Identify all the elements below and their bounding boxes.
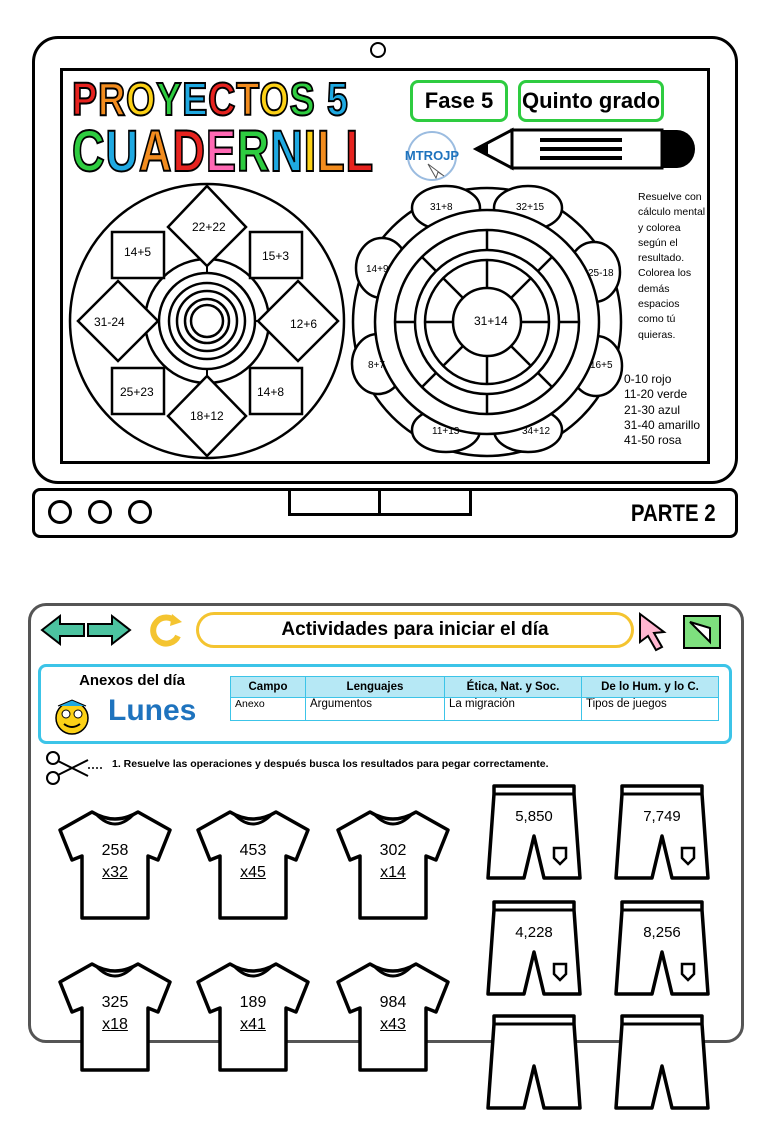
expand-arrow-icon[interactable] xyxy=(680,612,724,652)
circle-icon xyxy=(88,500,112,524)
circle-icon xyxy=(48,500,72,524)
right-mandala-label: 16+5 xyxy=(590,360,613,371)
shirt-operation xyxy=(213,992,293,1036)
camera-icon xyxy=(370,42,386,58)
emoji-icon xyxy=(52,698,94,736)
multiplier: x43 xyxy=(380,1016,406,1033)
worksheet-title: Actividades para iniciar el día xyxy=(196,612,634,648)
circle-icon xyxy=(128,500,152,524)
cover-title-line1: PROYECTOS 5 xyxy=(72,73,349,125)
shirt-card xyxy=(190,806,316,922)
left-mandala-label: 31-24 xyxy=(94,315,125,329)
operand: 453 xyxy=(239,842,267,859)
phase-pill: Fase 5 xyxy=(410,80,508,122)
table-header: De lo Hum. y lo C. xyxy=(582,677,719,698)
shirt-card xyxy=(330,958,456,1074)
legend-item: 0-10 rojo xyxy=(624,372,672,386)
shirt-card xyxy=(190,958,316,1074)
shorts-card xyxy=(612,782,712,886)
left-mandala-label: 22+22 xyxy=(192,220,226,234)
shorts-card xyxy=(484,898,584,1002)
cover-title-line2: CUADERNILL xyxy=(72,119,374,184)
shorts-result: 5,850 xyxy=(515,808,553,825)
shirt-card xyxy=(330,806,456,922)
operand: 325 xyxy=(101,994,129,1011)
left-mandala-label: 14+8 xyxy=(257,385,285,399)
operand: 984 xyxy=(379,994,407,1011)
right-mandala-label: 34+12 xyxy=(522,426,551,437)
grade-pill: Quinto grado xyxy=(518,80,664,122)
operand: 302 xyxy=(379,842,407,859)
left-mandala-label: 12+6 xyxy=(290,317,318,331)
part-label: PARTE 2 xyxy=(631,500,716,527)
trackpad-divider xyxy=(378,490,381,516)
right-mandala-label: 31+14 xyxy=(474,314,508,328)
pencil-icon xyxy=(472,124,696,174)
operand: 258 xyxy=(101,842,129,859)
left-mandala-label: 14+5 xyxy=(124,245,152,259)
right-mandala-label: 11+13 xyxy=(432,426,460,437)
right-mandala-label: 8+7 xyxy=(368,360,385,371)
right-mandala-label: 25-18 xyxy=(588,268,614,279)
multiplier: x14 xyxy=(380,864,406,881)
svg-text:MTROJP: MTROJP xyxy=(404,148,460,163)
coloring-instructions: Resuelve con cálculo mental y colorea según el resultado. Colorea los demás espacios como tú quieras. xyxy=(638,191,706,341)
logo xyxy=(398,130,466,182)
shirt-operation xyxy=(75,840,155,884)
legend-item: 41-50 rosa xyxy=(624,433,682,448)
scissors-icon xyxy=(44,748,104,788)
left-mandala-label: 18+12 xyxy=(190,409,224,423)
shirt-card xyxy=(52,958,178,1074)
multiplier: x41 xyxy=(240,1016,266,1033)
right-mandala-label: 31+8 xyxy=(430,202,453,213)
shorts-icon xyxy=(612,1012,712,1116)
back-forward-arrows-icon[interactable] xyxy=(40,612,132,648)
legend-item: 31-40 amarillo xyxy=(624,417,701,432)
annex-table xyxy=(230,676,719,721)
operand: 189 xyxy=(239,994,267,1011)
multiplier: x45 xyxy=(240,864,266,881)
shorts-card xyxy=(612,1012,712,1116)
shorts-icon xyxy=(484,1012,584,1116)
shorts-icon xyxy=(612,898,712,1002)
shirt-operation xyxy=(75,992,155,1036)
shorts-result: 8,256 xyxy=(643,924,681,941)
shorts-result: 7,749 xyxy=(643,808,681,825)
table-cell: La migración xyxy=(445,698,582,721)
shorts-icon xyxy=(484,782,584,886)
legend-item: 21-30 azul xyxy=(624,402,681,417)
shorts-card xyxy=(484,1012,584,1116)
right-mandala-label: 32+15 xyxy=(516,202,545,213)
table-cell: Anexo xyxy=(231,698,306,721)
left-mandala-label: 25+23 xyxy=(120,385,154,399)
shirt-card xyxy=(52,806,178,922)
day-label: Lunes xyxy=(108,694,197,727)
right-mandala-label: 14+9 xyxy=(366,264,389,275)
shorts-card xyxy=(612,898,712,1002)
shorts-icon xyxy=(612,782,712,886)
color-legend xyxy=(624,372,700,448)
refresh-icon[interactable] xyxy=(148,612,184,648)
legend-item: 11-20 verde xyxy=(624,387,688,402)
shorts-result: 4,228 xyxy=(515,924,553,941)
shirt-operation xyxy=(353,992,433,1036)
table-header: Lenguajes xyxy=(306,677,445,698)
shirt-operation xyxy=(353,840,433,884)
annex-label: Anexos del día xyxy=(79,672,185,689)
table-header: Campo xyxy=(231,677,306,698)
shorts-card xyxy=(484,782,584,886)
table-header: Ética, Nat. y Soc. xyxy=(445,677,582,698)
left-mandala-label: 15+3 xyxy=(262,249,290,263)
shorts-icon xyxy=(484,898,584,1002)
multiplier: x32 xyxy=(102,864,128,881)
multiplier: x18 xyxy=(102,1016,128,1033)
table-cell: Tipos de juegos xyxy=(582,698,719,721)
table-cell: Argumentos xyxy=(306,698,445,721)
activity-instruction: 1. Resuelve las operaciones y después busca los resultados para pegar correctamente. xyxy=(112,758,549,770)
cursor-icon xyxy=(636,612,676,652)
shirt-operation xyxy=(213,840,293,884)
